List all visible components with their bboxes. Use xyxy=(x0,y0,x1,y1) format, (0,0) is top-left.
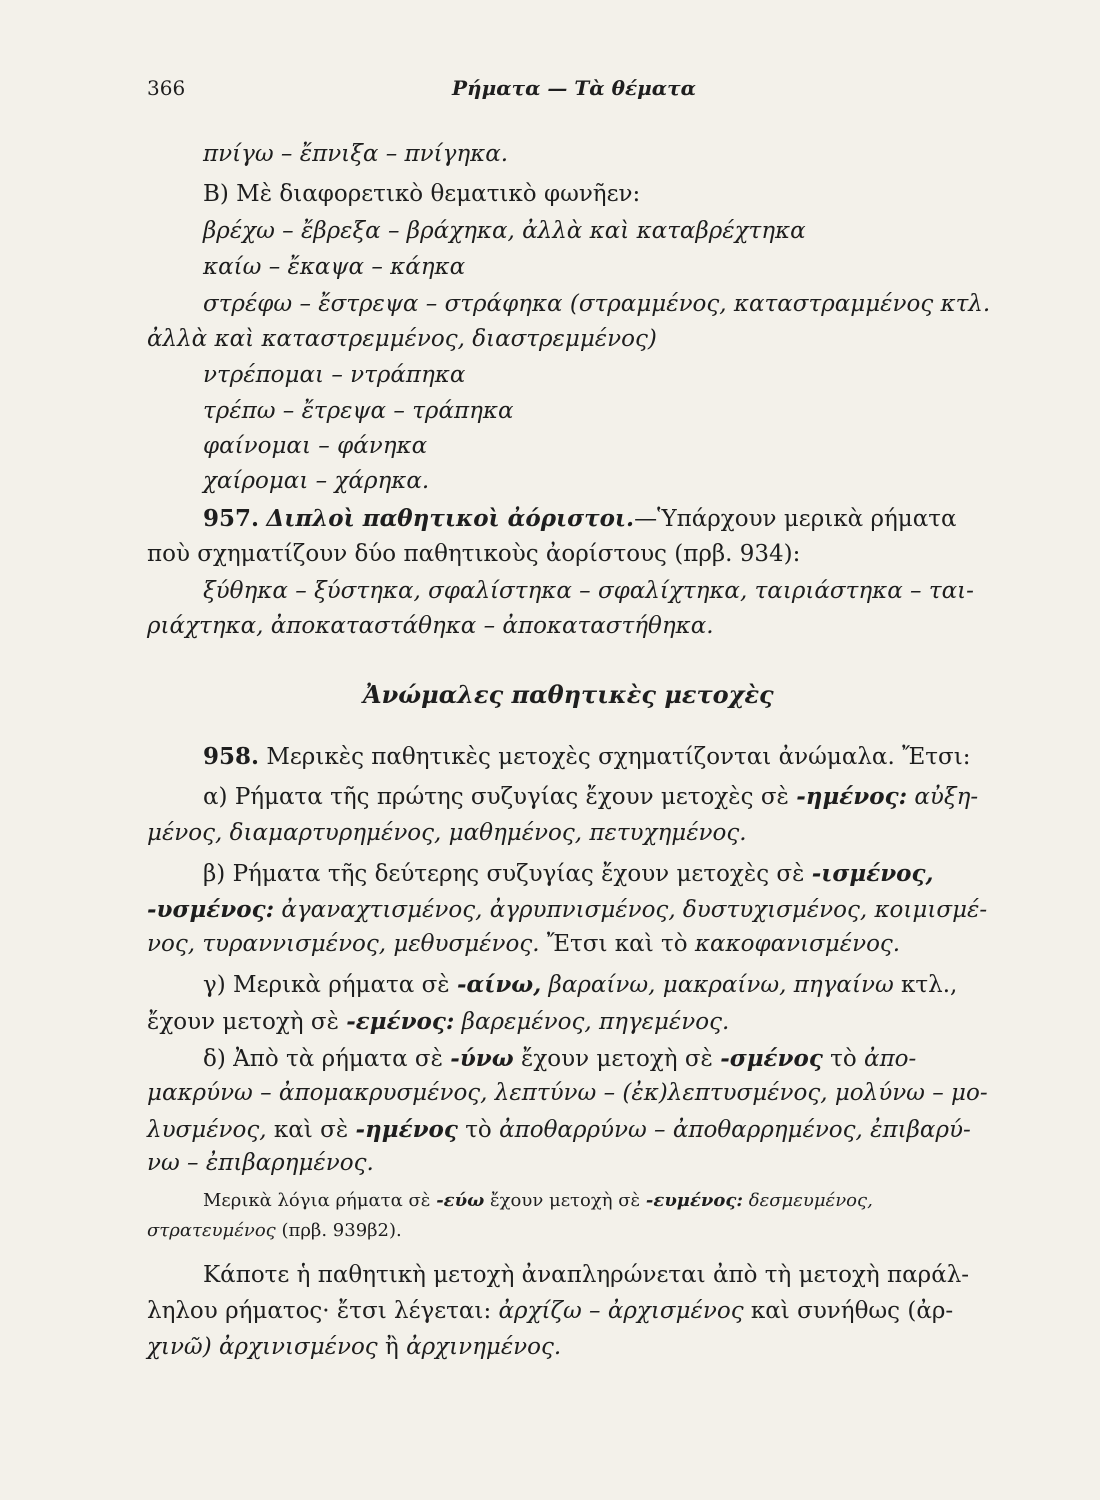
text-line: στρέφω – ἔστρεψα – στράφηκα (στραμμένος, καταστραμμένος κτλ. xyxy=(203,291,991,317)
paragraph-text: ἢ xyxy=(385,1334,399,1360)
text-line: ποὺ σχηματίζουν δύο παθητικοὺς ἀορίστους (πρβ. 934): xyxy=(147,541,801,567)
example: χινῶ) xyxy=(147,1334,212,1360)
example: λυσμένος, xyxy=(147,1117,267,1143)
note-text: ἔχουν μετοχὴ σὲ xyxy=(489,1190,641,1211)
paragraph-line: Κάποτε ἡ παθητικὴ μετοχὴ ἀναπληρώνεται ἀπὸ τὴ μετοχὴ παράλ- xyxy=(203,1262,970,1288)
text-line: ἀλλὰ καὶ καταστρεμμένος, διαστρεμμένος) xyxy=(147,326,657,352)
item-g-line xyxy=(203,973,957,997)
suffix: -εύω xyxy=(436,1190,485,1211)
item-text: β) Ρήματα τῆς δεύτερης συζυγίας ἔχουν μετοχὲς σὲ xyxy=(203,861,805,887)
text-line: φαίνομαι – φάνηκα xyxy=(203,433,428,459)
item-text: ἔχουν μετοχὴ σὲ xyxy=(147,1009,339,1035)
running-title: Ρήματα — Τὰ θέματα xyxy=(452,76,696,100)
example-line: ριάχτηκα, ἀποκαταστάθηκα – ἀποκαταστήθηκα. xyxy=(147,613,714,639)
item-text: κτλ., xyxy=(901,972,958,998)
example-line: ξύθηκα – ξύστηκα, σφαλίστηκα – σφαλίχτηκα, ταιριάστηκα – ται- xyxy=(203,578,974,604)
suffix: -αίνω, xyxy=(456,971,542,998)
item-a-line xyxy=(203,785,978,809)
example: ἀπο- xyxy=(864,1046,917,1072)
item-d-line-3 xyxy=(147,1118,971,1142)
example: ἀρχινισμένος xyxy=(218,1334,378,1360)
item-d-line xyxy=(203,1047,916,1071)
paragraph-text: ληλου ρήματος· ἔτσι λέγεται: xyxy=(147,1298,492,1324)
paragraph-line-2 xyxy=(147,1300,953,1323)
section-number: 958. xyxy=(203,743,260,770)
note-line-2 xyxy=(147,1222,402,1240)
example: ἀγαναχτισμένος, ἀγρυπνισμένος, δυστυχισμένος, κοιμισμέ- xyxy=(281,897,988,923)
item-b-line-2 xyxy=(147,898,987,922)
text-line: βρέχω – ἔβρεξα – βράχηκα, ἀλλὰ καὶ καταβρέχτηκα xyxy=(203,218,806,244)
item-text: ἔχουν μετοχὴ σὲ xyxy=(520,1046,713,1072)
text-line: πνίγω – ἔπνιξα – πνίγηκα. xyxy=(203,141,509,167)
suffix: -ύνω xyxy=(450,1045,514,1072)
note-line xyxy=(203,1192,873,1210)
example-line: νω – ἐπιβαρημένος. xyxy=(147,1150,374,1176)
item-text: γ) Μερικὰ ρήματα σὲ xyxy=(203,972,450,998)
suffix: -ημένος: xyxy=(796,783,908,810)
suffix: -ημένος xyxy=(355,1116,458,1143)
section-958-line xyxy=(203,745,970,769)
example: βαρεμένος, πηγεμένος. xyxy=(461,1009,730,1035)
suffix: -σμένος xyxy=(720,1045,823,1072)
text-line: καίω – ἔκαψα – κάηκα xyxy=(203,254,466,280)
item-b-line-3 xyxy=(147,933,900,956)
item-text: Ἔτσι καὶ τὸ xyxy=(546,931,688,957)
example-line: μακρύνω – ἀπομακρυσμένος, λεπτύνω – (ἐκ)λεπτυσμένος, μολύνω – μο- xyxy=(147,1080,988,1106)
note-text: Μερικὰ λόγια ρήματα σὲ xyxy=(203,1190,431,1211)
item-text: δ) Ἀπὸ τὰ ρήματα σὲ xyxy=(203,1046,443,1072)
example: βαραίνω, μακραίνω, πηγαίνω xyxy=(548,972,894,998)
section-text: —Ὑπάρχουν μερικὰ ρήματα xyxy=(634,506,957,532)
suffix: -εμένος: xyxy=(346,1008,455,1035)
text-line: χαίρομαι – χάρηκα. xyxy=(203,468,430,494)
section-heading: Ἀνώμαλες παθητικὲς μετοχὲς xyxy=(363,680,774,709)
example: ἀρχινημένος. xyxy=(406,1334,562,1360)
example: δεσμευμένος, xyxy=(748,1190,873,1211)
suffix: -υσμένος: xyxy=(147,896,275,923)
text-line: ντρέπομαι – ντράπηκα xyxy=(203,362,466,388)
item-text: τὸ xyxy=(465,1117,492,1143)
suffix: -ισμένος, xyxy=(811,860,934,887)
paragraph-text: καὶ συνήθως (ἀρ- xyxy=(750,1298,954,1324)
text-line: τρέπω – ἔτρεψα – τράπηκα xyxy=(203,398,514,424)
paragraph-line-3 xyxy=(147,1336,561,1359)
section-text: Μερικὲς παθητικὲς μετοχὲς σχηματίζονται ἀνώμαλα. Ἔτσι: xyxy=(266,744,971,770)
section-957-line xyxy=(203,507,957,531)
item-g-line-2 xyxy=(147,1010,729,1034)
note-text: (πρβ. 939β2). xyxy=(281,1220,402,1241)
section-title: Διπλοὶ παθητικοὶ ἀόριστοι. xyxy=(266,505,635,532)
example: στρατευμένος xyxy=(147,1220,276,1241)
item-text: τὸ xyxy=(830,1046,857,1072)
example: ἀποθαρρύνω – ἀποθαρρημένος, ἐπιβαρύ- xyxy=(499,1117,971,1143)
example: νος, τυραννισμένος, μεθυσμένος. xyxy=(147,931,540,957)
item-text: α) Ρήματα τῆς πρώτης συζυγίας ἔχουν μετοχὲς σὲ xyxy=(203,784,789,810)
example: αὐξη- xyxy=(914,784,979,810)
example: κακοφανισμένος. xyxy=(694,931,901,957)
example-line: μένος, διαμαρτυρημένος, μαθημένος, πετυχημένος. xyxy=(147,820,747,846)
suffix: -ευμένος: xyxy=(645,1190,744,1211)
section-number: 957. xyxy=(203,505,260,532)
item-text: καὶ σὲ xyxy=(273,1117,349,1143)
example: ἀρχίζω – ἀρχισμένος xyxy=(498,1298,744,1324)
text-line: Β) Μὲ διαφορετικὸ θεματικὸ φωνῆεν: xyxy=(203,181,641,207)
page-number: 366 xyxy=(147,76,186,100)
item-b-line xyxy=(203,862,934,886)
